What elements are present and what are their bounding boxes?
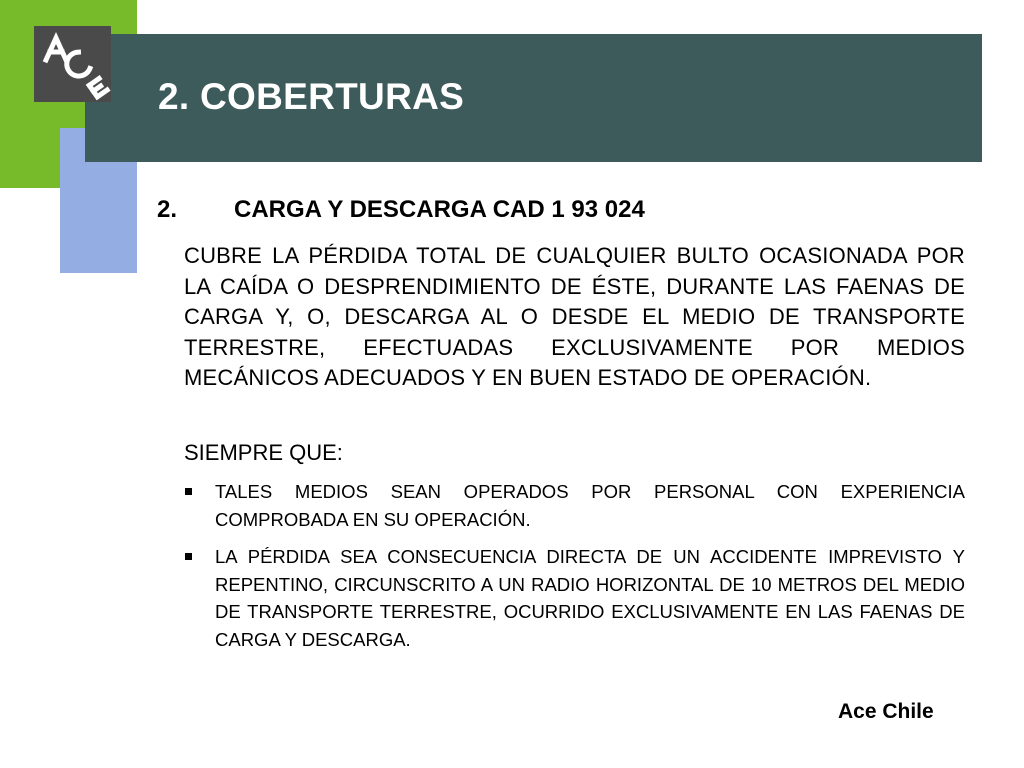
ace-logo: [34, 26, 111, 102]
bullet-text: LA PÉRDIDA SEA CONSECUENCIA DIRECTA DE UN ACCIDENTE IMPREVISTO Y REPENTINO, CIRCUNSCRITO A UN RADIO HORIZONTAL DE 10 METROS DEL MEDIO DE TRANSPORTE TERRESTRE, OCURRIDO EXCLUSIVAMENTE EN LAS FAENAS DE CARGA Y DESCARGA.: [215, 546, 965, 650]
heading-text: CARGA Y DESCARGA CAD 1 93 024: [234, 196, 645, 223]
title-bar: [85, 34, 982, 162]
bullet-text: TALES MEDIOS SEAN OPERADOS POR PERSONAL CON EXPERIENCIA COMPROBADA EN SU OPERACIÓN.: [215, 481, 965, 530]
footer-brand: Ace Chile: [838, 700, 934, 723]
coverage-description: CUBRE LA PÉRDIDA TOTAL DE CUALQUIER BULTO OCASIONADA POR LA CAÍDA O DESPRENDIMIENTO DE ÉSTE, DURANTE LAS FAENAS DE CARGA Y, O, DESCARGA AL O DESDE EL MEDIO DE TRANSPORTE TERRESTRE, EFECTUADAS EXCLUSIVAMENTE POR MEDIOS MECÁNICOS ADECUADOS Y EN BUEN ESTADO DE OPERACIÓN.: [184, 243, 965, 390]
slide-title: 2. COBERTURAS: [158, 76, 465, 117]
bullet-square-icon: [185, 553, 192, 560]
heading-number: 2.: [157, 196, 178, 223]
bullet-square-icon: [185, 488, 192, 495]
condition-intro: SIEMPRE QUE:: [184, 440, 343, 465]
